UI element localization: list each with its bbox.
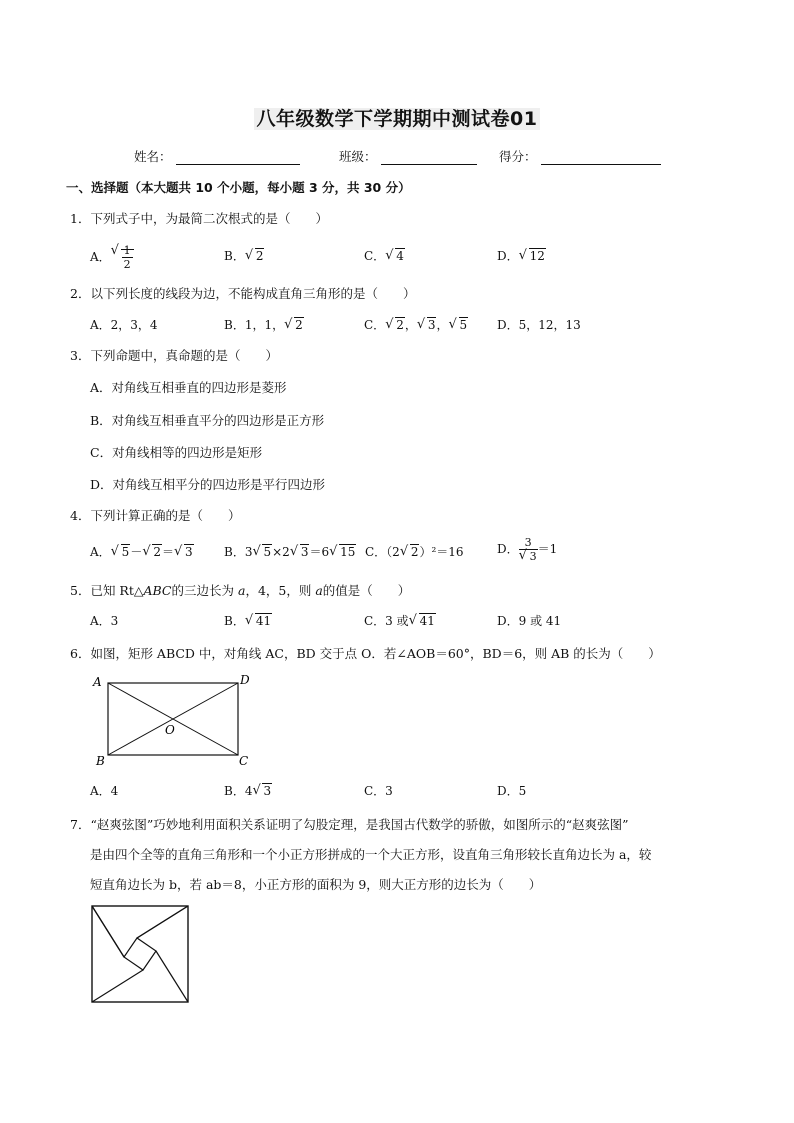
question-2-stem: 2．以下列长度的线段为边，不能构成直角三角形的是（ ） bbox=[70, 286, 416, 301]
q6-option-d: D．5 bbox=[497, 784, 527, 798]
section-heading: 一、选择题（本大题共 10 个小题，每小题 3 分，共 30 分） bbox=[66, 180, 411, 195]
q4-option-c: C．（2√ 2）²＝16 bbox=[365, 543, 464, 560]
question-4-stem: 4．下列计算正确的是（ ） bbox=[70, 508, 241, 523]
q1-option-b: B．√ 2 bbox=[224, 247, 264, 264]
inner-square bbox=[124, 938, 156, 970]
name-field: 姓名： bbox=[134, 147, 300, 165]
outer-square bbox=[92, 906, 188, 1002]
q6-option-c: C．3 bbox=[364, 784, 393, 798]
page-title: 八年级数学下学期期中测试卷01 bbox=[0, 104, 794, 131]
zhao-shuang-diagram bbox=[90, 904, 192, 1006]
q1-option-d: D．√ 12 bbox=[497, 247, 546, 264]
q4-option-a: A．√ 5－√ 2＝√ 3 bbox=[90, 543, 194, 560]
q4-option-b: B．3√ 5×2√ 3＝6√ 15 bbox=[224, 543, 356, 560]
label-b: B bbox=[96, 754, 105, 768]
q6-option-b: B．4√ 3 bbox=[224, 782, 272, 799]
triangle-edge bbox=[137, 906, 188, 938]
q3-option-a: A．对角线互相垂直的四边形是菱形 bbox=[90, 380, 287, 395]
q4-option-d: D． 3 √ 3 ＝1 bbox=[497, 536, 557, 563]
triangle-edge bbox=[156, 951, 188, 1002]
score-field: 得分： bbox=[499, 147, 661, 165]
q1-option-a: A． √ $\frac{1}{2}$ bbox=[90, 244, 134, 271]
question-5-stem: 5．已知 Rt△ABC的三边长为 a，4，5，则 a的值是（ ） bbox=[70, 583, 411, 598]
q2-option-b: B．1，1，√ 2 bbox=[224, 316, 304, 333]
q3-option-b: B．对角线互相垂直平分的四边形是正方形 bbox=[90, 413, 325, 428]
question-6-stem: 6．如图，矩形 ABCD 中，对角线 AC，BD 交于点 O．若∠AOB＝60°，BD＝6，则 AB 的长为（ ） bbox=[70, 646, 661, 661]
q5-option-d: D．9 或 41 bbox=[497, 614, 562, 628]
q1-option-c: C．√ 4 bbox=[364, 247, 405, 264]
triangle-edge bbox=[92, 970, 143, 1002]
q5-option-b: B．√ 41 bbox=[224, 612, 272, 629]
q2-option-d: D．5，12，13 bbox=[497, 318, 581, 332]
q6-option-a: A．4 bbox=[90, 784, 119, 798]
question-7-line-1: 7．“赵爽弦图”巧妙地利用面积关系证明了勾股定理，是我国古代数学的骄傲，如图所示的“赵爽弦图” bbox=[70, 817, 629, 832]
question-3-stem: 3．下列命题中，真命题的是（ ） bbox=[70, 348, 278, 363]
triangle-edge bbox=[92, 906, 124, 957]
q2-option-c: C．√ 2，√ 3，√ 5 bbox=[364, 316, 468, 333]
class-field: 班级： bbox=[339, 147, 477, 165]
q3-option-d: D．对角线互相平分的四边形是平行四边形 bbox=[90, 477, 326, 492]
label-o: O bbox=[165, 723, 175, 737]
question-7-line-2: 是由四个全等的直角三角形和一个小正方形拼成的一个大正方形，设直角三角形较长直角边长为 a，较 bbox=[90, 847, 652, 862]
label-d: D bbox=[240, 673, 250, 687]
label-a: A bbox=[93, 675, 102, 689]
question-1-stem: 1．下列式子中，为最简二次根式的是（ ） bbox=[70, 211, 328, 226]
label-c: C bbox=[239, 754, 249, 768]
q5-option-c: C．3 或√ 41 bbox=[364, 612, 436, 629]
q3-option-c: C．对角线相等的四边形是矩形 bbox=[90, 445, 263, 460]
rectangle-abcd-figure bbox=[88, 670, 268, 775]
q2-option-a: A．2，3，4 bbox=[90, 318, 158, 332]
question-7-line-3: 短直角边长为 b，若 ab＝8，小正方形的面积为 9，则大正方形的边长为（ ） bbox=[90, 877, 542, 892]
q5-option-a: A．3 bbox=[90, 614, 119, 628]
